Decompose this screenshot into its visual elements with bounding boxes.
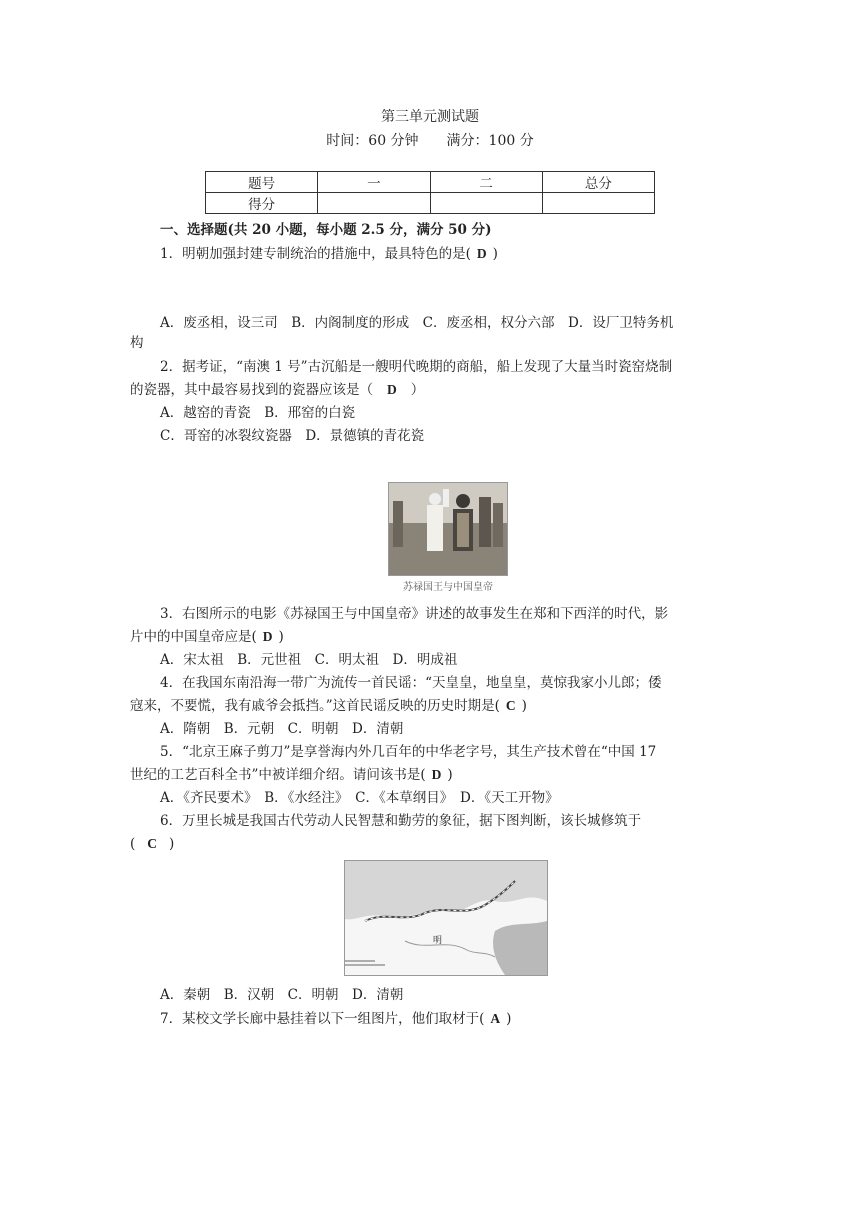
table-cell [542,193,654,214]
table-cell: 二 [430,172,542,193]
section-heading: 一、选择题(共 20 小题，每小题 2.5 分，满分 50 分) [160,222,492,238]
paren: ） [410,382,425,398]
question-stem: 片中的中国皇帝应是( [130,629,257,645]
figure-caption: 苏禄国王与中国皇帝 [403,582,493,593]
paren: ) [521,698,527,714]
table-cell [318,193,430,214]
question-2: 2．据考证，“南澳 1 号”古沉船是一艘明代晚期的商船，船上发现了大量当时瓷窑烧制 [160,359,673,375]
question-2-options: A．越窑的青瓷 B．邢窑的白瓷 [160,405,356,421]
table-cell: 总分 [542,172,654,193]
paren: ) [506,1011,512,1027]
answer: D [476,246,487,261]
film-still-illustration [389,483,507,575]
answer: C [505,698,516,713]
question-1-options-cont: 构 [130,335,144,351]
great-wall-map-image [344,860,548,976]
question-stem: 世纪的工艺百科全书”中被详细介绍。请问该书是( [130,767,426,783]
answer: D [431,767,442,782]
question-1 [160,244,730,264]
paren: ) [492,246,498,262]
map-illustration [345,861,547,975]
paren: ) [169,836,175,852]
answer: A [490,1011,501,1026]
question-5-cont [130,765,730,785]
question-7 [160,1009,730,1029]
table-cell: 一 [318,172,430,193]
question-4: 4．在我国东南沿海一带广为流传一首民谣：“天皇皇，地皇皇，莫惊我家小儿郎；倭 [160,675,662,691]
table-cell [430,193,542,214]
question-3-options: A．宋太祖 B．元世祖 C．明太祖 D．明成祖 [160,652,458,668]
film-still-image [388,482,508,576]
table-row [206,193,655,214]
question-stem: 1．明朝加强封建专制统治的措施中，最具特色的是( [160,246,471,262]
question-5-options: A．《齐民要术》 B．《水经注》 C．《本草纲目》 D．《天工开物》 [160,790,559,806]
paren: ( [130,836,136,852]
question-3: 3．右图所示的电影《苏禄国王与中国皇帝》讲述的故事发生在郑和下西洋的时代，影 [160,606,669,622]
answer: C [147,836,158,851]
question-6: 6．万里长城是我国古代劳动人民智慧和勤劳的象征，据下图判断，该长城修筑于 [160,813,642,829]
question-4-cont [130,696,730,716]
table-cell: 得分 [206,193,318,214]
question-4-options: A．隋朝 B．元朝 C．明朝 D．清朝 [160,721,404,737]
answer: D [387,382,397,397]
answer: D [262,629,273,644]
map-label: 明 [433,936,443,946]
question-5: 5．“北京王麻子剪刀”是享誉海内外几百年的中华老字号，其生产技术曾在“中国 17 [160,744,657,760]
paren: ) [447,767,453,783]
page-title: 第三单元测试题 [381,109,479,125]
question-stem: 的瓷器，其中最容易找到的瓷器应该是（ [130,382,373,398]
question-1-options: A．废丞相，设三司 B．内阁制度的形成 C．废丞相，权分六部 D．设厂卫特务机 [160,315,674,331]
question-6-cont [130,834,730,854]
paren: ) [278,629,284,645]
table-row [206,172,655,193]
score-table [205,171,655,214]
page-subtitle: 时间：60 分钟 满分：100 分 [326,133,534,149]
question-6-options: A．秦朝 B．汉朝 C．明朝 D．清朝 [160,987,404,1003]
question-stem: 寇来，不要慌，我有戚爷会抵挡。”这首民谣反映的历史时期是( [130,698,500,714]
question-stem: 7．某校文学长廊中悬挂着以下一组图片，他们取材于( [160,1011,485,1027]
question-2-options: C．哥窑的冰裂纹瓷器 D．景德镇的青花瓷 [160,428,425,444]
question-2-cont [130,380,730,400]
table-cell: 题号 [206,172,318,193]
question-3-cont [130,627,730,647]
